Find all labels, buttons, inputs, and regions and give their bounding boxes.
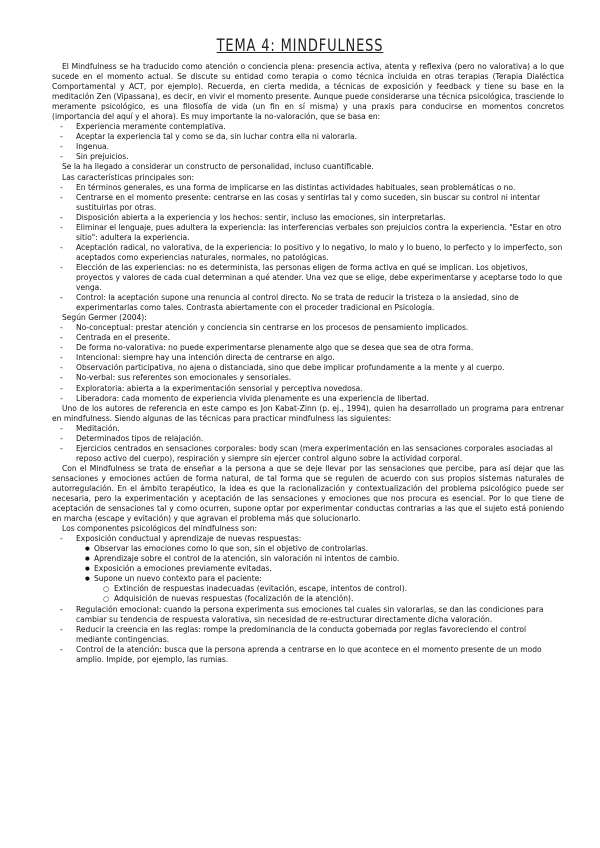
list-item: - Elección de las experiencias: no es determinista, las personas eligen de forma activa en qué se implican. Los objetivos, proyectos y valores de cada cual determinan a qué atender. Una vez que se elige, debe experimentarse y aceptarse todo lo que venga.: [52, 263, 564, 293]
list-item: - De forma no-valorativa: no puede experimentarse plenamente algo que se desea que sea de otra forma.: [52, 343, 564, 353]
list-item: - Experiencia meramente contemplativa.: [52, 122, 564, 132]
list-item: - No-conceptual: prestar atención y conciencia sin centrarse en los procesos de pensamiento implicados.: [52, 323, 564, 333]
exposicion-sublist: [52, 544, 564, 604]
sublist-item: ● Aprendizaje sobre el control de la atención, sin valoración ni intentos de cambio.: [52, 554, 564, 564]
list-item: - Intencional: siempre hay una intención directa de centrarse en algo.: [52, 353, 564, 363]
list-item: - Ejercicios centrados en sensaciones corporales: body scan (mera experimentación en las sensaciones corporales asociadas al reposo activo del cuerpo), respiración y siempre sin ejercer control alguno sobre la actividad corporal.: [52, 444, 564, 464]
list-item: [52, 534, 564, 604]
list-item: - No-verbal: sus referentes son emocionales y sensoriales.: [52, 373, 564, 383]
list-item: - Aceptar la experiencia tal y como se da, sin luchar contra ella ni valorarla.: [52, 132, 564, 142]
constructo-paragraph: Se la ha llegado a considerar un constructo de personalidad, incluso cuantificable.: [62, 162, 374, 172]
list-item: - Regulación emocional: cuando la persona experimenta sus emociones tal cuales sin valorarlas, se dan las condiciones para cambiar su tendencia de respuesta valorativa, sin necesidad de re-estructurar directamente dicha valoración.: [52, 605, 564, 625]
intro-paragraph: El Mindfulness se ha traducido como atención o conciencia plena: presencia activa, atenta y reflexiva (pero no valorativa) a lo que sucede en el momento actual. Se discute su entidad como terapia o como técnica incluida en otras terapias (Terapia Dialéctica Comportamental y ACT, por ejemplo). Recuerda, en cierta medida, a técnicas de exposición y feedback y tiene su base en la meditación Zen (Vipassana), es decir, en vivir el momento presente. Aunque puede considerarse una técnica psicológica, trasciende lo meramente psicológico, es una filosofía de vida (un fin en sí misma) y una praxis para conducirse en momentos concretos (importancia del aquí y el ahora). Es muy importante la no-valoración, que se basa en:: [52, 62, 564, 122]
sublist-item: ● Observar las emociones como lo que son, sin el objetivo de controlarlas.: [52, 544, 564, 554]
kabat-zinn-paragraph: Uno de los autores de referencia en este campo es Jon Kabat-Zinn (p. ej., 1994), quien ha desarrollado un programa para entrenar en mindfulness. Siendo algunas de las técnicas para practicar mindfulness las siguientes:: [52, 403, 564, 423]
list-item: - Observación participativa, no ajena o distanciada, sino que debe implicar profundamente a la mente y al cuerpo.: [52, 363, 564, 373]
contexto-label: Supone un nuevo contexto para el paciente:: [94, 574, 262, 584]
page-title: TEMA 4: MINDFULNESS: [216, 36, 384, 56]
list-item: - Exploratoria: abierta a la experimentación sensorial y perceptiva novedosa.: [52, 384, 564, 394]
ensenar-paragraph: Con el Mindfulness se trata de enseñar a la persona a que se deje llevar por las sensaciones que percibe, para así dejar que las sensaciones y emociones actúen de forma natural, de tal forma que se regulen de acuerdo con sus propios sistemas naturales de autorregulación. En el ámbito terapéutico, la idea es que la racionalización y contextualización del problema psicológico puede ser necesaria, pero la experimentación y aceptación de las sensaciones y emociones que nos procura es esencial. Por lo que tiene de aceptación de sensaciones tal y como ocurren, supone optar por experimentar conductas contrarias a las que el sujeto está poniendo en marcha (escape y evitación) y que agravan el problema más que solucionarlo.: [52, 463, 564, 524]
subsublist-item: ○ Extinción de respuestas inadecuadas (evitación, escape, intentos de control).: [52, 584, 564, 594]
componentes-list: [52, 534, 564, 665]
list-item: - Disposición abierta a la experiencia y los hechos: sentir, incluso las emociones, sin interpretarlas.: [52, 213, 564, 223]
subsublist-item: ○ Adquisición de nuevas respuestas (focalización de la atención).: [52, 594, 564, 604]
list-item: - Centrarse en el momento presente: centrarse en las cosas y sentirlas tal y como suceden, sin buscar su control ni intentar sustituirlas por otras.: [52, 193, 564, 213]
germer-list: [52, 323, 564, 403]
list-item: - En términos generales, es una forma de implicarse en las distintas actividades habituales, sean problemáticas o no.: [52, 183, 564, 193]
contexto-sublist: [52, 584, 564, 604]
document-body: [52, 62, 564, 665]
novaloracion-list: [52, 122, 564, 162]
list-item: - Liberadora: cada momento de experiencia vivida plenamente es una experiencia de libertad.: [52, 394, 564, 404]
list-item: - Eliminar el lenguaje, pues adultera la experiencia: las interferencias verbales son prejuicios contra la experiencia. "Estar en otro sitio": adultera la experiencia.: [52, 223, 564, 243]
list-item: - Control de la atención: busca que la persona aprenda a centrarse en lo que acontece en el momento presente de un modo amplio. Impide, por ejemplo, las rumias.: [52, 645, 564, 665]
list-item: - Ingenua.: [52, 142, 564, 152]
list-item: - Control: la aceptación supone una renuncia al control directo. No se trata de reducir la tristeza o la ansiedad, sino de experimentarlas como tales. Contrasta abiertamente con el proceder tradicional en Psicología.: [52, 293, 564, 313]
list-item: - Centrada en el presente.: [52, 333, 564, 343]
list-item: - Determinados tipos de relajación.: [52, 434, 564, 444]
germer-heading: Según Germer (2004):: [62, 313, 147, 323]
caracteristicas-list: [52, 183, 564, 314]
list-item: - Reducir la creencia en las reglas: rompe la predominancia de la conducta gobernada por reglas favoreciendo el control mediante contingencias.: [52, 625, 564, 645]
list-item: - Aceptación radical, no valorativa, de la experiencia: lo positivo y lo negativo, lo malo y lo bueno, lo perfecto y lo imperfecto, son aceptados como experiencias naturales, normales, no patológicas.: [52, 243, 564, 263]
list-item: - Sin prejuicios.: [52, 152, 564, 162]
caracteristicas-heading: Las características principales son:: [62, 172, 195, 182]
tecnicas-list: [52, 424, 564, 464]
sublist-item: ● Exposición a emociones previamente evitadas.: [52, 564, 564, 574]
sublist-item: [52, 574, 564, 604]
componentes-heading: Los componentes psicológicos del mindfulness son:: [62, 524, 258, 534]
exposicion-label: Exposición conductual y aprendizaje de nuevas respuestas:: [76, 534, 302, 544]
list-item: - Meditación.: [52, 424, 564, 434]
